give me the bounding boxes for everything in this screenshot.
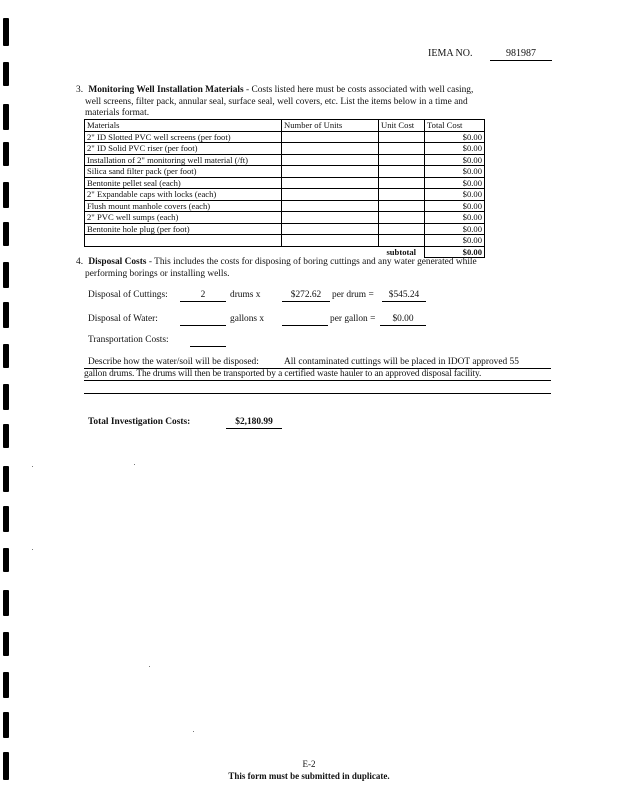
scan-speck <box>32 466 33 467</box>
section-3-line2: well screens, filter pack, annular seal, surface seal, well covers, etc. List the items below in a time and <box>85 96 468 107</box>
unit-cost-cell[interactable] <box>379 143 425 155</box>
cuttings-unit: drums x <box>230 290 261 300</box>
section-3-intro <box>76 85 556 120</box>
total-cost-cell: $0.00 <box>425 200 485 212</box>
scan-speck <box>149 666 150 667</box>
footer-note: This form must be submitted in duplicate. <box>228 771 390 781</box>
total-cost-cell: $0.00 <box>425 131 485 143</box>
units-cell[interactable] <box>282 154 379 166</box>
material-name: Installation of 2" monitoring well material (/ft) <box>85 154 282 166</box>
water-rate-field[interactable] <box>282 314 328 326</box>
units-cell[interactable] <box>282 131 379 143</box>
describe-rule-3 <box>84 393 551 394</box>
scan-speck <box>32 549 33 550</box>
total-costs-label: Total Investigation Costs: <box>88 417 191 427</box>
section-4-line1: - This includes the costs for disposing of boring cuttings and any water generated while <box>146 257 477 267</box>
units-cell[interactable] <box>282 223 379 235</box>
section-4-line2: performing borings or installing wells. <box>85 268 230 279</box>
col-materials: Materials <box>85 120 282 132</box>
materials-table <box>84 119 485 258</box>
binding-mark <box>3 344 9 368</box>
material-name: 2" PVC well sumps (each) <box>85 212 282 224</box>
total-cost-cell: $0.00 <box>425 223 485 235</box>
units-cell[interactable] <box>282 143 379 155</box>
total-cost-cell: $0.00 <box>425 189 485 201</box>
section-4-title: Disposal Costs <box>88 257 147 267</box>
total-cost-cell: $0.00 <box>425 143 485 155</box>
iema-number[interactable]: 981987 <box>490 48 552 61</box>
binding-mark <box>3 590 9 616</box>
binding-mark <box>3 222 9 246</box>
units-cell[interactable] <box>282 235 379 247</box>
binding-mark <box>3 262 9 288</box>
material-name: Flush mount manhole covers (each) <box>85 200 282 212</box>
binding-mark <box>3 62 9 86</box>
binding-mark <box>3 104 9 130</box>
unit-cost-cell[interactable] <box>379 177 425 189</box>
section-4-intro <box>76 257 556 280</box>
units-cell[interactable] <box>282 200 379 212</box>
cuttings-qty-field[interactable]: 2 <box>180 290 226 302</box>
total-cost-cell: $0.00 <box>425 177 485 189</box>
table-row <box>85 212 485 224</box>
binding-mark <box>3 712 9 738</box>
subtotal-row <box>85 246 485 258</box>
water-total-field[interactable]: $0.00 <box>380 314 426 326</box>
transport-field[interactable] <box>190 335 226 347</box>
section-3-line1: - Costs listed here must be costs associated with well casing, <box>243 85 474 95</box>
unit-cost-cell[interactable] <box>379 212 425 224</box>
scan-speck <box>193 731 194 732</box>
total-cost-cell: $0.00 <box>425 212 485 224</box>
subtotal-label: subtotal <box>386 247 417 257</box>
unit-cost-cell[interactable] <box>379 154 425 166</box>
table-row <box>85 235 485 247</box>
units-cell[interactable] <box>282 166 379 178</box>
binding-mark <box>3 466 9 492</box>
table-row <box>85 131 485 143</box>
water-unit: gallons x <box>230 314 265 324</box>
col-total-cost: Total Cost <box>425 120 485 132</box>
binding-mark <box>3 302 9 328</box>
binding-mark <box>3 142 9 166</box>
cuttings-per: per drum = <box>332 290 374 300</box>
transport-label: Transportation Costs: <box>88 335 169 345</box>
iema-label: IEMA NO. <box>428 48 473 59</box>
page-number: E-2 <box>302 759 316 769</box>
describe-line2[interactable]: gallon drums. The drums will then be transported by a certified waste hauler to an approved disposal facility. <box>84 369 482 379</box>
cuttings-total-field[interactable]: $545.24 <box>382 290 426 302</box>
table-row <box>85 154 485 166</box>
total-cost-cell: $0.00 <box>425 154 485 166</box>
binding-mark <box>3 632 9 656</box>
unit-cost-cell[interactable] <box>379 200 425 212</box>
cuttings-rate-field[interactable]: $272.62 <box>282 290 330 302</box>
table-row <box>85 200 485 212</box>
table-row <box>85 166 485 178</box>
units-cell[interactable] <box>282 189 379 201</box>
section-3-title: Monitoring Well Installation Materials <box>88 85 244 95</box>
water-qty-field[interactable] <box>180 314 226 326</box>
binding-mark <box>3 506 9 532</box>
section-3-number: 3. <box>76 85 84 95</box>
material-name: 2" ID Solid PVC riser (per foot) <box>85 143 282 155</box>
material-name[interactable] <box>85 235 282 247</box>
unit-cost-cell[interactable] <box>379 131 425 143</box>
binding-mark <box>3 672 9 698</box>
material-name: Bentonite pellet seal (each) <box>85 177 282 189</box>
describe-label: Describe how the water/soil will be disposed: <box>88 357 259 367</box>
col-unit-cost: Unit Cost <box>379 120 425 132</box>
total-costs-value[interactable]: $2,180.99 <box>226 417 282 429</box>
unit-cost-cell[interactable] <box>379 189 425 201</box>
describe-rule-2 <box>84 380 551 381</box>
material-name: 2" ID Slotted PVC well screens (per foot) <box>85 131 282 143</box>
binding-mark <box>3 182 9 208</box>
binding-mark <box>3 424 9 448</box>
total-cost-cell: $0.00 <box>425 166 485 178</box>
unit-cost-cell[interactable] <box>379 223 425 235</box>
section-4-number: 4. <box>76 257 84 267</box>
binding-mark <box>3 18 9 46</box>
water-per: per gallon = <box>330 314 376 324</box>
material-name: Bentonite hole plug (per foot) <box>85 223 282 235</box>
materials-table-header <box>85 120 485 132</box>
table-row <box>85 189 485 201</box>
scan-speck <box>134 464 135 465</box>
section-3-line3: materials format. <box>85 108 150 118</box>
describe-line1[interactable]: All contaminated cuttings will be placed in IDOT approved 55 <box>284 357 519 367</box>
material-name: 2" Expandable caps with locks (each) <box>85 189 282 201</box>
binding-mark <box>3 384 9 410</box>
water-label: Disposal of Water: <box>88 314 158 324</box>
units-cell[interactable] <box>282 177 379 189</box>
table-row <box>85 223 485 235</box>
table-row <box>85 143 485 155</box>
table-row <box>85 177 485 189</box>
col-number-of-units: Number of Units <box>282 120 379 132</box>
units-cell[interactable] <box>282 212 379 224</box>
subtotal-value: $0.00 <box>425 246 485 258</box>
unit-cost-cell[interactable] <box>379 235 425 247</box>
material-name: Silica sand filter pack (per foot) <box>85 166 282 178</box>
unit-cost-cell[interactable] <box>379 166 425 178</box>
cuttings-label: Disposal of Cuttings: <box>88 290 168 300</box>
binding-mark <box>3 548 9 572</box>
total-cost-cell: $0.00 <box>425 235 485 247</box>
